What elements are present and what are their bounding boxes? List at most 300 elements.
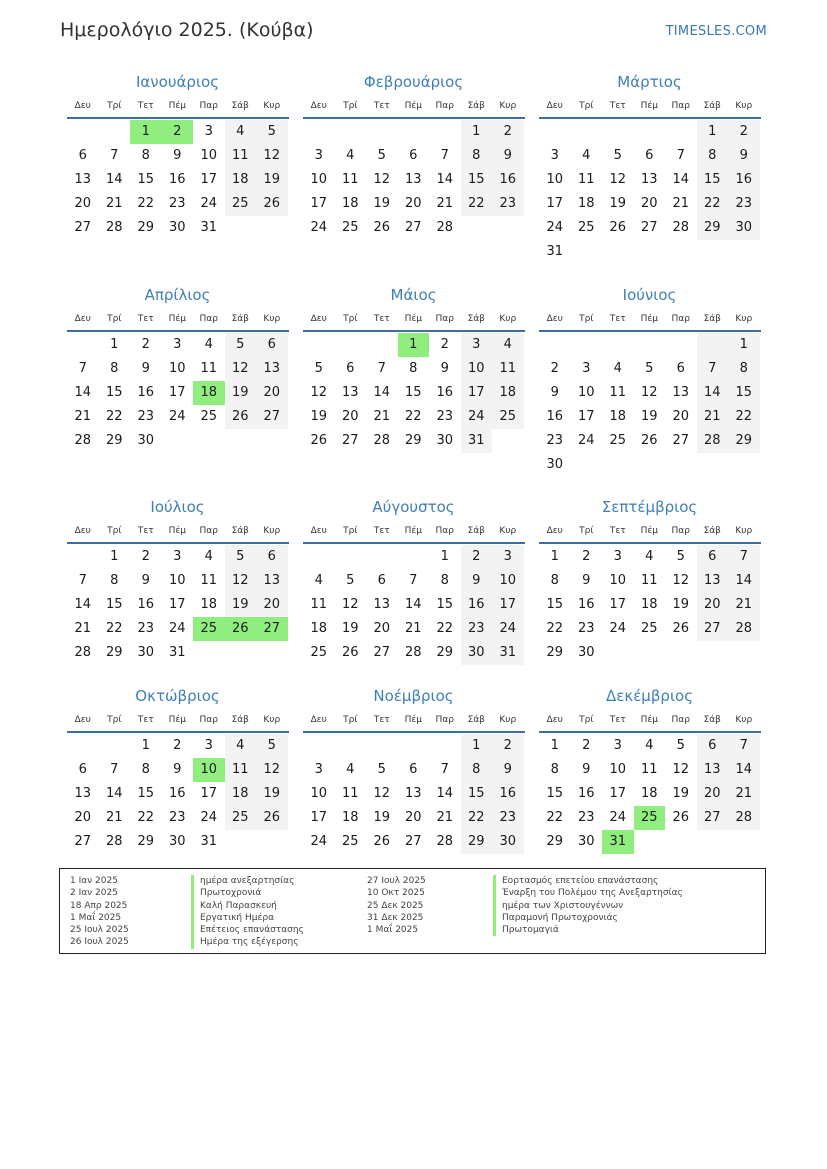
holiday-day-cell[interactable]: 1 [398,333,430,357]
day-cell[interactable]: 16 [577,786,595,801]
day-cell[interactable]: 2 [492,120,524,144]
day-cell[interactable]: 11 [609,385,627,400]
day-cell[interactable]: 11 [310,597,328,612]
day-cell[interactable]: 1 [110,549,119,564]
day-cell[interactable]: 12 [225,357,257,381]
day-cell[interactable]: 16 [137,597,155,612]
day-cell[interactable]: 14 [728,758,760,782]
day-cell[interactable]: 16 [546,409,564,424]
day-cell[interactable]: 14 [74,385,92,400]
day-cell[interactable]: 20 [404,810,422,825]
day-cell[interactable]: 14 [373,385,391,400]
day-cell[interactable]: 10 [546,172,564,187]
day-cell[interactable]: 29 [546,645,564,660]
day-cell[interactable]: 12 [310,385,328,400]
day-cell[interactable]: 7 [78,573,87,588]
day-cell[interactable]: 23 [492,192,524,216]
day-cell[interactable]: 7 [440,148,449,163]
day-cell[interactable]: 3 [204,124,213,139]
day-cell[interactable]: 22 [436,621,454,636]
day-cell[interactable]: 9 [582,762,591,777]
day-cell[interactable]: 15 [436,597,454,612]
holiday-day-cell[interactable]: 1 [130,120,162,144]
day-cell[interactable]: 29 [105,433,123,448]
day-cell[interactable]: 8 [110,573,119,588]
day-cell[interactable]: 2 [582,738,591,753]
day-cell[interactable]: 22 [546,621,564,636]
day-cell[interactable]: 25 [225,806,257,830]
day-cell[interactable]: 17 [577,409,595,424]
day-cell[interactable]: 3 [314,762,323,777]
day-cell[interactable]: 28 [74,645,92,660]
day-cell[interactable]: 30 [168,834,186,849]
day-cell[interactable]: 6 [256,333,288,357]
day-cell[interactable]: 27 [404,834,422,849]
day-cell[interactable]: 19 [373,196,391,211]
day-cell[interactable]: 1 [440,549,449,564]
day-cell[interactable]: 18 [640,786,658,801]
day-cell[interactable]: 15 [461,782,493,806]
day-cell[interactable]: 2 [550,361,559,376]
day-cell[interactable]: 17 [492,593,524,617]
day-cell[interactable]: 28 [672,220,690,235]
day-cell[interactable]: 12 [341,597,359,612]
day-cell[interactable]: 19 [672,786,690,801]
day-cell[interactable]: 28 [105,834,123,849]
day-cell[interactable]: 1 [461,120,493,144]
day-cell[interactable]: 4 [645,549,654,564]
day-cell[interactable]: 9 [492,144,524,168]
day-cell[interactable]: 27 [672,433,690,448]
day-cell[interactable]: 19 [225,381,257,405]
day-cell[interactable]: 24 [310,220,328,235]
day-cell[interactable]: 21 [697,405,729,429]
day-cell[interactable]: 21 [728,782,760,806]
day-cell[interactable]: 8 [728,357,760,381]
day-cell[interactable]: 19 [341,621,359,636]
day-cell[interactable]: 24 [200,810,218,825]
day-cell[interactable]: 29 [137,834,155,849]
day-cell[interactable]: 28 [404,645,422,660]
day-cell[interactable]: 8 [409,361,418,376]
day-cell[interactable]: 23 [461,617,493,641]
day-cell[interactable]: 16 [461,593,493,617]
day-cell[interactable]: 12 [225,569,257,593]
day-cell[interactable]: 3 [582,361,591,376]
day-cell[interactable]: 24 [492,617,524,641]
day-cell[interactable]: 17 [461,381,493,405]
day-cell[interactable]: 18 [341,810,359,825]
day-cell[interactable]: 26 [256,806,288,830]
day-cell[interactable]: 30 [577,645,595,660]
day-cell[interactable]: 28 [373,433,391,448]
day-cell[interactable]: 12 [373,786,391,801]
day-cell[interactable]: 21 [74,621,92,636]
day-cell[interactable]: 24 [546,220,564,235]
day-cell[interactable]: 24 [609,810,627,825]
day-cell[interactable]: 27 [341,433,359,448]
day-cell[interactable]: 27 [404,220,422,235]
day-cell[interactable]: 7 [78,361,87,376]
day-cell[interactable]: 19 [672,597,690,612]
day-cell[interactable]: 13 [404,172,422,187]
day-cell[interactable]: 7 [377,361,386,376]
day-cell[interactable]: 6 [346,361,355,376]
day-cell[interactable]: 15 [105,385,123,400]
day-cell[interactable]: 23 [168,196,186,211]
day-cell[interactable]: 29 [697,216,729,240]
day-cell[interactable]: 10 [200,148,218,163]
day-cell[interactable]: 27 [697,806,729,830]
day-cell[interactable]: 18 [609,409,627,424]
day-cell[interactable]: 17 [546,196,564,211]
day-cell[interactable]: 31 [200,220,218,235]
day-cell[interactable]: 1 [697,120,729,144]
day-cell[interactable]: 28 [436,220,454,235]
day-cell[interactable]: 26 [672,810,690,825]
day-cell[interactable]: 7 [110,762,119,777]
day-cell[interactable]: 29 [404,433,422,448]
day-cell[interactable]: 29 [728,429,760,453]
day-cell[interactable]: 29 [105,645,123,660]
day-cell[interactable]: 6 [256,545,288,569]
day-cell[interactable]: 18 [310,621,328,636]
day-cell[interactable]: 5 [377,148,386,163]
day-cell[interactable]: 16 [168,786,186,801]
day-cell[interactable]: 25 [577,220,595,235]
day-cell[interactable]: 5 [314,361,323,376]
day-cell[interactable]: 22 [137,810,155,825]
day-cell[interactable]: 27 [256,405,288,429]
day-cell[interactable]: 28 [697,429,729,453]
day-cell[interactable]: 15 [137,786,155,801]
day-cell[interactable]: 13 [341,385,359,400]
day-cell[interactable]: 11 [640,762,658,777]
day-cell[interactable]: 14 [728,569,760,593]
day-cell[interactable]: 11 [225,144,257,168]
day-cell[interactable]: 4 [492,333,524,357]
day-cell[interactable]: 15 [461,168,493,192]
day-cell[interactable]: 25 [200,409,218,424]
day-cell[interactable]: 11 [492,357,524,381]
day-cell[interactable]: 21 [436,196,454,211]
day-cell[interactable]: 23 [492,806,524,830]
day-cell[interactable]: 28 [105,220,123,235]
day-cell[interactable]: 21 [74,409,92,424]
day-cell[interactable]: 30 [436,433,454,448]
day-cell[interactable]: 29 [137,220,155,235]
day-cell[interactable]: 30 [461,641,493,665]
day-cell[interactable]: 8 [110,361,119,376]
day-cell[interactable]: 16 [492,782,524,806]
day-cell[interactable]: 10 [461,357,493,381]
day-cell[interactable]: 8 [550,762,559,777]
day-cell[interactable]: 9 [550,385,559,400]
day-cell[interactable]: 9 [492,758,524,782]
day-cell[interactable]: 1 [461,734,493,758]
day-cell[interactable]: 17 [310,196,328,211]
day-cell[interactable]: 14 [436,786,454,801]
day-cell[interactable]: 22 [105,621,123,636]
day-cell[interactable]: 3 [461,333,493,357]
day-cell[interactable]: 6 [697,734,729,758]
day-cell[interactable]: 18 [341,196,359,211]
day-cell[interactable]: 26 [609,220,627,235]
day-cell[interactable]: 16 [577,597,595,612]
day-cell[interactable]: 2 [141,337,150,352]
day-cell[interactable]: 12 [256,758,288,782]
day-cell[interactable]: 24 [461,405,493,429]
day-cell[interactable]: 24 [168,409,186,424]
day-cell[interactable]: 31 [168,645,186,660]
day-cell[interactable]: 26 [373,834,391,849]
day-cell[interactable]: 3 [613,738,622,753]
day-cell[interactable]: 17 [168,385,186,400]
day-cell[interactable]: 24 [577,433,595,448]
day-cell[interactable]: 30 [137,645,155,660]
day-cell[interactable]: 10 [168,361,186,376]
day-cell[interactable]: 5 [676,738,685,753]
day-cell[interactable]: 17 [200,172,218,187]
day-cell[interactable]: 12 [672,573,690,588]
day-cell[interactable]: 14 [404,597,422,612]
day-cell[interactable]: 13 [256,569,288,593]
day-cell[interactable]: 26 [256,192,288,216]
holiday-day-cell[interactable]: 31 [602,830,634,854]
day-cell[interactable]: 23 [577,810,595,825]
day-cell[interactable]: 17 [609,597,627,612]
day-cell[interactable]: 21 [105,810,123,825]
holiday-day-cell[interactable]: 27 [256,617,288,641]
day-cell[interactable]: 9 [141,361,150,376]
day-cell[interactable]: 7 [728,734,760,758]
day-cell[interactable]: 4 [346,148,355,163]
day-cell[interactable]: 19 [310,409,328,424]
day-cell[interactable]: 11 [200,573,218,588]
day-cell[interactable]: 2 [582,549,591,564]
day-cell[interactable]: 31 [461,429,493,453]
day-cell[interactable]: 30 [137,433,155,448]
day-cell[interactable]: 6 [78,762,87,777]
day-cell[interactable]: 23 [577,621,595,636]
day-cell[interactable]: 19 [256,782,288,806]
day-cell[interactable]: 28 [436,834,454,849]
day-cell[interactable]: 19 [225,593,257,617]
day-cell[interactable]: 7 [676,148,685,163]
day-cell[interactable]: 3 [173,549,182,564]
day-cell[interactable]: 20 [640,196,658,211]
day-cell[interactable]: 14 [672,172,690,187]
day-cell[interactable]: 5 [225,333,257,357]
day-cell[interactable]: 13 [672,385,690,400]
day-cell[interactable]: 29 [546,834,564,849]
day-cell[interactable]: 6 [78,148,87,163]
day-cell[interactable]: 22 [728,405,760,429]
day-cell[interactable]: 30 [546,457,564,472]
day-cell[interactable]: 11 [577,172,595,187]
day-cell[interactable]: 9 [461,569,493,593]
day-cell[interactable]: 23 [168,810,186,825]
day-cell[interactable]: 26 [373,220,391,235]
day-cell[interactable]: 6 [676,361,685,376]
day-cell[interactable]: 25 [492,405,524,429]
day-cell[interactable]: 1 [550,549,559,564]
day-cell[interactable]: 20 [74,196,92,211]
day-cell[interactable]: 16 [728,168,760,192]
day-cell[interactable]: 17 [168,597,186,612]
day-cell[interactable]: 27 [74,834,92,849]
day-cell[interactable]: 30 [577,834,595,849]
day-cell[interactable]: 14 [697,381,729,405]
day-cell[interactable]: 15 [697,168,729,192]
day-cell[interactable]: 16 [492,168,524,192]
day-cell[interactable]: 26 [640,433,658,448]
day-cell[interactable]: 7 [728,545,760,569]
day-cell[interactable]: 8 [461,758,493,782]
day-cell[interactable]: 23 [546,433,564,448]
day-cell[interactable]: 25 [341,834,359,849]
day-cell[interactable]: 22 [697,192,729,216]
day-cell[interactable]: 4 [346,762,355,777]
day-cell[interactable]: 31 [546,244,564,259]
day-cell[interactable]: 12 [256,144,288,168]
day-cell[interactable]: 16 [168,172,186,187]
day-cell[interactable]: 12 [672,762,690,777]
day-cell[interactable]: 17 [200,786,218,801]
day-cell[interactable]: 10 [310,172,328,187]
day-cell[interactable]: 6 [645,148,654,163]
day-cell[interactable]: 24 [609,621,627,636]
day-cell[interactable]: 10 [492,569,524,593]
day-cell[interactable]: 1 [141,738,150,753]
day-cell[interactable]: 19 [373,810,391,825]
day-cell[interactable]: 16 [137,385,155,400]
day-cell[interactable]: 8 [550,573,559,588]
day-cell[interactable]: 5 [613,148,622,163]
day-cell[interactable]: 18 [225,168,257,192]
day-cell[interactable]: 20 [74,810,92,825]
day-cell[interactable]: 20 [256,381,288,405]
day-cell[interactable]: 4 [204,549,213,564]
day-cell[interactable]: 1 [110,337,119,352]
day-cell[interactable]: 14 [74,597,92,612]
day-cell[interactable]: 15 [137,172,155,187]
brand-link[interactable]: TIMESLES.COM [665,24,767,39]
day-cell[interactable]: 27 [640,220,658,235]
day-cell[interactable]: 24 [168,621,186,636]
day-cell[interactable]: 10 [577,385,595,400]
day-cell[interactable]: 3 [314,148,323,163]
day-cell[interactable]: 18 [200,597,218,612]
day-cell[interactable]: 10 [310,786,328,801]
day-cell[interactable]: 20 [697,782,729,806]
day-cell[interactable]: 23 [728,192,760,216]
day-cell[interactable]: 24 [310,834,328,849]
day-cell[interactable]: 2 [173,738,182,753]
day-cell[interactable]: 22 [404,409,422,424]
day-cell[interactable]: 4 [204,337,213,352]
day-cell[interactable]: 18 [492,381,524,405]
day-cell[interactable]: 26 [225,405,257,429]
day-cell[interactable]: 9 [728,144,760,168]
day-cell[interactable]: 18 [225,782,257,806]
day-cell[interactable]: 19 [640,409,658,424]
day-cell[interactable]: 10 [168,573,186,588]
day-cell[interactable]: 22 [461,192,493,216]
day-cell[interactable]: 8 [440,573,449,588]
day-cell[interactable]: 25 [310,645,328,660]
day-cell[interactable]: 18 [577,196,595,211]
day-cell[interactable]: 11 [341,786,359,801]
day-cell[interactable]: 28 [728,806,760,830]
day-cell[interactable]: 6 [697,545,729,569]
day-cell[interactable]: 14 [105,172,123,187]
day-cell[interactable]: 26 [341,645,359,660]
day-cell[interactable]: 18 [640,597,658,612]
day-cell[interactable]: 16 [436,385,454,400]
day-cell[interactable]: 11 [225,758,257,782]
day-cell[interactable]: 21 [373,409,391,424]
day-cell[interactable]: 22 [137,196,155,211]
day-cell[interactable]: 23 [436,409,454,424]
day-cell[interactable]: 10 [609,762,627,777]
day-cell[interactable]: 13 [373,597,391,612]
day-cell[interactable]: 17 [609,786,627,801]
day-cell[interactable]: 21 [672,196,690,211]
day-cell[interactable]: 4 [225,120,257,144]
day-cell[interactable]: 30 [168,220,186,235]
day-cell[interactable]: 13 [640,172,658,187]
day-cell[interactable]: 23 [137,409,155,424]
day-cell[interactable]: 9 [173,148,182,163]
day-cell[interactable]: 15 [728,381,760,405]
holiday-day-cell[interactable]: 25 [634,806,666,830]
day-cell[interactable]: 9 [440,361,449,376]
day-cell[interactable]: 4 [645,738,654,753]
day-cell[interactable]: 17 [310,810,328,825]
day-cell[interactable]: 3 [492,545,524,569]
day-cell[interactable]: 12 [640,385,658,400]
day-cell[interactable]: 2 [492,734,524,758]
day-cell[interactable]: 25 [225,192,257,216]
day-cell[interactable]: 25 [640,621,658,636]
day-cell[interactable]: 5 [645,361,654,376]
day-cell[interactable]: 29 [461,830,493,854]
day-cell[interactable]: 5 [346,573,355,588]
day-cell[interactable]: 2 [461,545,493,569]
day-cell[interactable]: 10 [609,573,627,588]
day-cell[interactable]: 15 [546,597,564,612]
day-cell[interactable]: 11 [200,361,218,376]
day-cell[interactable]: 15 [105,597,123,612]
day-cell[interactable]: 5 [256,120,288,144]
day-cell[interactable]: 7 [440,762,449,777]
day-cell[interactable]: 20 [672,409,690,424]
day-cell[interactable]: 6 [409,148,418,163]
day-cell[interactable]: 19 [256,168,288,192]
day-cell[interactable]: 13 [74,786,92,801]
holiday-day-cell[interactable]: 2 [162,120,194,144]
day-cell[interactable]: 26 [672,621,690,636]
day-cell[interactable]: 30 [492,830,524,854]
day-cell[interactable]: 20 [404,196,422,211]
day-cell[interactable]: 19 [609,196,627,211]
day-cell[interactable]: 9 [582,573,591,588]
day-cell[interactable]: 3 [173,337,182,352]
day-cell[interactable]: 25 [341,220,359,235]
day-cell[interactable]: 2 [141,549,150,564]
day-cell[interactable]: 15 [546,786,564,801]
